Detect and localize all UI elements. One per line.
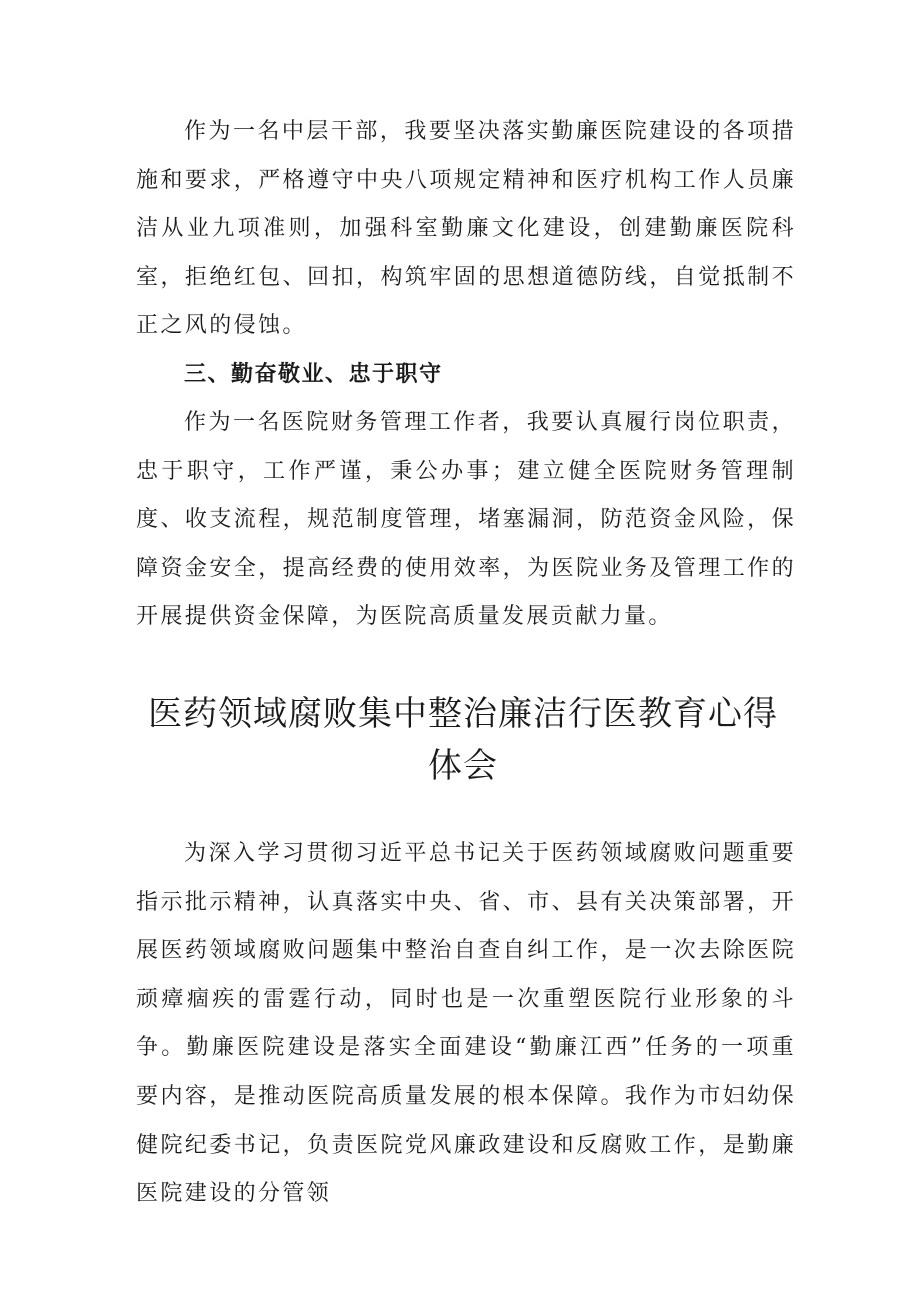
body-paragraph: 为深入学习贯彻习近平总书记关于医药领域腐败问题重要指示批示精神，认真落实中央、省、市、县有关决策部署，开展医药领域腐败问题集中整治自查自纠工作，是一次去除医院顽瘴痼疾的雷霆行动，同时也是一次重塑医院行业形象的斗争。勤廉医院建设是落实全面建设“勤廉江西”任务的一项重要内容，是推动医院高质量发展的根本保障。我作为市妇幼保健院纪委书记，负责医院党风廉政建设和反腐败工作，是勤廉医院建设的分管领 xyxy=(136,841,796,1207)
title-line: 体会 xyxy=(428,746,498,786)
title-line: 医药领域腐败集中整治廉洁行医教育心得 xyxy=(148,694,778,734)
body-paragraph: 作为一名中层干部，我要坚决落实勤廉医院建设的各项措施和要求，严格遵守中央八项规定精神和医疗机构工作人员廉洁从业九项准则，加强科室勤廉文化建设，创建勤廉医院科室，拒绝红包、回扣，构筑牢固的思想道德防线，自觉抵制不正之风的侵蚀。 xyxy=(136,119,796,339)
body-paragraph: 作为一名医院财务管理工作者，我要认真履行岗位职责，忠于职守，工作严谨，秉公办事；建立健全医院财务管理制度、收支流程，规范制度管理，堵塞漏洞，防范资金风险，保障资金安全，提高经费的使用效率，为医院业务及管理工作的开展提供资金保障，为医院高质量发展贡献力量。 xyxy=(136,410,796,630)
section-heading: 三、勤奋敬业、忠于职守 xyxy=(184,362,443,387)
article-title xyxy=(130,688,796,792)
